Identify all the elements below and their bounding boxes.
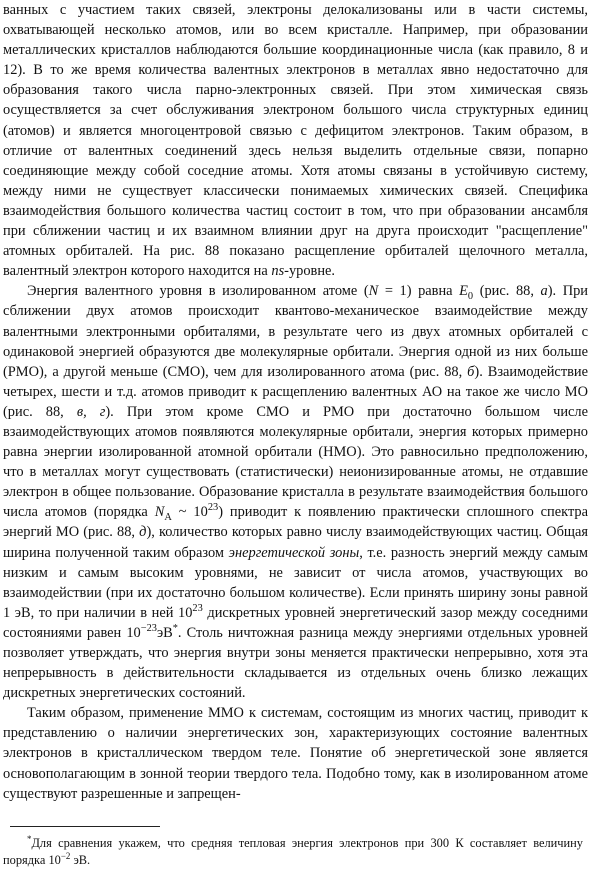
- text-run: -уровне.: [284, 263, 336, 280]
- paragraph-3: [3, 703, 588, 803]
- text-run: Таким образом, применение ММО к системам, состоящим из многих частиц, приводит к представлению о наличии энергетических зон, характеризующих состояние валентных электронов в кристаллическом твердом теле. Понятие об энергетической зоне является основополагающим в зонной теории твердого тела. Подобно тому, как в изолированном атоме существуют разрешенные и запрещен-: [3, 705, 588, 802]
- italic-text: энергетической зоны: [228, 544, 360, 561]
- subscript-text: 0: [467, 291, 474, 303]
- body-text: [3, 0, 588, 804]
- document-page: [3, 0, 588, 880]
- paragraph-1: [3, 0, 588, 281]
- text-run: ~ 10: [171, 504, 208, 521]
- text-run: дискретных уровней энергетический зазор между соседними состояниями равен 10: [3, 604, 588, 641]
- italic-text: E: [459, 283, 468, 300]
- text-run: ). При этом кроме СМО и РМО при достаточно большом числе взаимодействующих атомов появляются молекулярные орбитали, энергия которых примерно равна энергии изолированной атомной орбитали (НМО). Это равносильно предположению, что в металлах могут существовать (статистически) неионизированные атомы, не отдавшие электрон в общее пользование. Образование кристалла в результате взаимодействия большого числа атомов (порядка: [3, 403, 588, 521]
- text-run: ). При сближении двух атомов происходит квантово-механическое взаимодействие между валентными электронными орбиталями, в результате чего из двух атомных орбиталей с одинаковой энергией образуются две молекулярные орбитали. Энергия одной из них больше (РМО), а другой меньше (СМО), чем для изолированного атома (рис. 88,: [3, 283, 588, 380]
- text-run: (рис. 88,: [473, 283, 541, 300]
- text-run: ванных с участием таких связей, электроны делокализованы или в части системы, охватывающей несколько атомов, или во всем кристалле. Например, при образовании металлических кристаллов наблюдаются большие координационные числа (как правило, 8 и 12). В то же время количества валентных электронов в металлах явно недостаточно для образования такого числа парно-электронных связей. При этом химическая связь осуществляется за счет обслуживания электроном большого числа структурных единиц (атомов) и является многоцентровой связью с дефицитом электронов. Таким образом, в отличие от валентных соединений здесь нельзя выделить отдельные связи, попарно соединяющие между собой соседние атомы. Хотя атомы связаны в устойчивую систему, между ними не существует классически понимаемых химических связей. Специфика взаимодействия большого количества частиц состоит в том, что при образовании ансамбля при сближении частиц и их взаимном влиянии друг на друга происходит "расщепление" атомных орбиталей. На рис. 88 показано расщепление орбиталей щелочного металла, валентный электрон которого находится на: [3, 2, 588, 280]
- superscript-text: *: [27, 833, 32, 844]
- text-run: . Столь ничтожная разница между энергиями отдельных уровней позволяет утверждать, что энергия внутри зоны меняется практически непрерывно, хотя эта непрерывность в действительности складывается из отдельных очень близко лежащих дискретных энергетических состояний.: [3, 624, 589, 702]
- italic-text: а: [540, 283, 548, 300]
- italic-text: N: [368, 283, 379, 300]
- footnote-divider: [10, 826, 160, 827]
- paragraph-2: [3, 281, 588, 703]
- italic-text: ns: [271, 263, 285, 280]
- text-run: ), количество которых равно числу взаимодействующих частиц. Общая ширина полученной таким образом: [3, 524, 588, 561]
- text-run: ) приводит к появлению практически сплошного спектра энергий МО (рис. 88,: [3, 504, 588, 541]
- superscript-text: −2: [60, 850, 71, 861]
- footnote-text: [3, 835, 583, 869]
- italic-text: в, г: [76, 403, 106, 420]
- text-run: Энергия валентного уровня в изолированном атоме (: [27, 283, 369, 300]
- text-run: , т.е. разность энергий между самым низким и самым высоким уровнями, не зависит от числа атомов, участвующих во взаимодействии (при их достаточно большом количестве). Если принять ширину зоны равной 1 эВ, то при наличии в ней 10: [3, 544, 589, 621]
- footnote: [3, 835, 583, 869]
- superscript-text: 23: [192, 603, 203, 615]
- superscript-text: 23: [207, 502, 219, 514]
- italic-text: N: [154, 504, 165, 521]
- text-run: Для сравнения укажем, что средняя тепловая энергия электронов при 300 К составляет величину порядка 10: [3, 836, 583, 867]
- superscript-text: −23: [140, 623, 157, 635]
- subscript-text: A: [164, 512, 172, 524]
- text-run: эВ.: [70, 853, 91, 867]
- italic-text: б: [467, 363, 475, 380]
- text-run: = 1) равна: [378, 283, 460, 300]
- italic-text: д: [139, 524, 147, 541]
- text-run: эВ: [156, 624, 173, 641]
- text-run: ). Взаимодействие четырех, шести и т.д. атомов приводит к расщеплению валентных АО на такое же число МО (рис. 88,: [3, 363, 588, 420]
- superscript-text: *: [172, 623, 178, 635]
